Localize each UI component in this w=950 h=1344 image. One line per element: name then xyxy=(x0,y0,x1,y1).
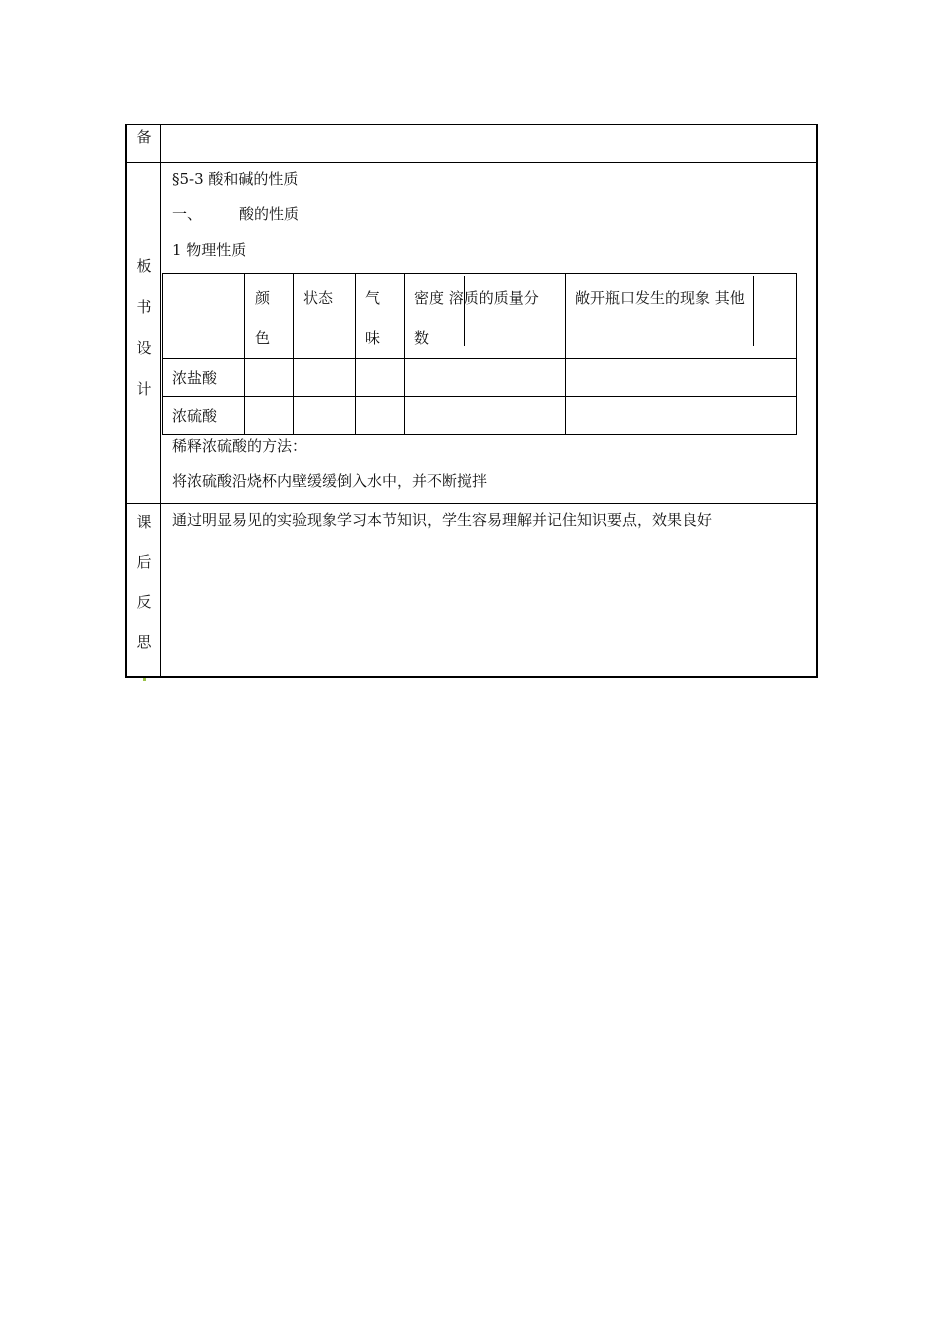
stray-divider-line xyxy=(464,276,465,346)
header-cell-state: 状态 xyxy=(294,274,356,359)
row-label-hcl: 浓盐酸 xyxy=(163,359,245,397)
table-cell xyxy=(566,397,797,435)
dilution-method-title: 稀释浓硫酸的方法： xyxy=(172,437,308,455)
label-banshu-sheji: 板 书 设 计 xyxy=(136,257,152,398)
table-header-row xyxy=(163,274,797,359)
subheading-number: 一、 xyxy=(172,205,203,223)
table-cell xyxy=(405,359,566,397)
table-cell xyxy=(245,397,294,435)
header-cell-color: 颜 色 xyxy=(245,274,294,359)
header-cell-odor: 气 味 xyxy=(356,274,405,359)
header-cell-density-concentration: 密度 溶质的质量分 数 xyxy=(405,274,566,359)
physical-properties-heading: 1 物理性质 xyxy=(172,241,247,259)
label-kehou-fansi: 课 后 反 思 xyxy=(136,513,152,651)
table-cell xyxy=(356,359,405,397)
section-heading: §5-3 酸和碱的性质 xyxy=(172,170,299,188)
green-mark xyxy=(143,678,146,681)
dilution-method-text: 将浓硫酸沿烧杯内壁缓缓倒入水中，并不断搅拌 xyxy=(172,472,488,490)
table-cell xyxy=(566,359,797,397)
subheading-title: 酸的性质 xyxy=(239,205,300,223)
header-cell-open-bottle-other: 敞开瓶口发生的现象 其他 xyxy=(566,274,797,359)
table-cell xyxy=(245,359,294,397)
reflection-text: 通过明显易见的实验现象学习本节知识，学生容易理解并记住知识要点，效果良好 xyxy=(172,511,713,529)
table-cell xyxy=(356,397,405,435)
stray-divider-line xyxy=(753,276,754,346)
table-cell xyxy=(405,397,566,435)
table-cell xyxy=(294,359,356,397)
row-label-h2so4: 浓硫酸 xyxy=(163,397,245,435)
physical-properties-table xyxy=(162,273,797,435)
header-cell-empty xyxy=(163,274,245,359)
row-divider xyxy=(125,162,816,163)
table-row xyxy=(163,397,797,435)
label-bei: 备 xyxy=(136,128,152,146)
table-cell xyxy=(294,397,356,435)
table-row xyxy=(163,359,797,397)
row-divider xyxy=(125,503,816,504)
